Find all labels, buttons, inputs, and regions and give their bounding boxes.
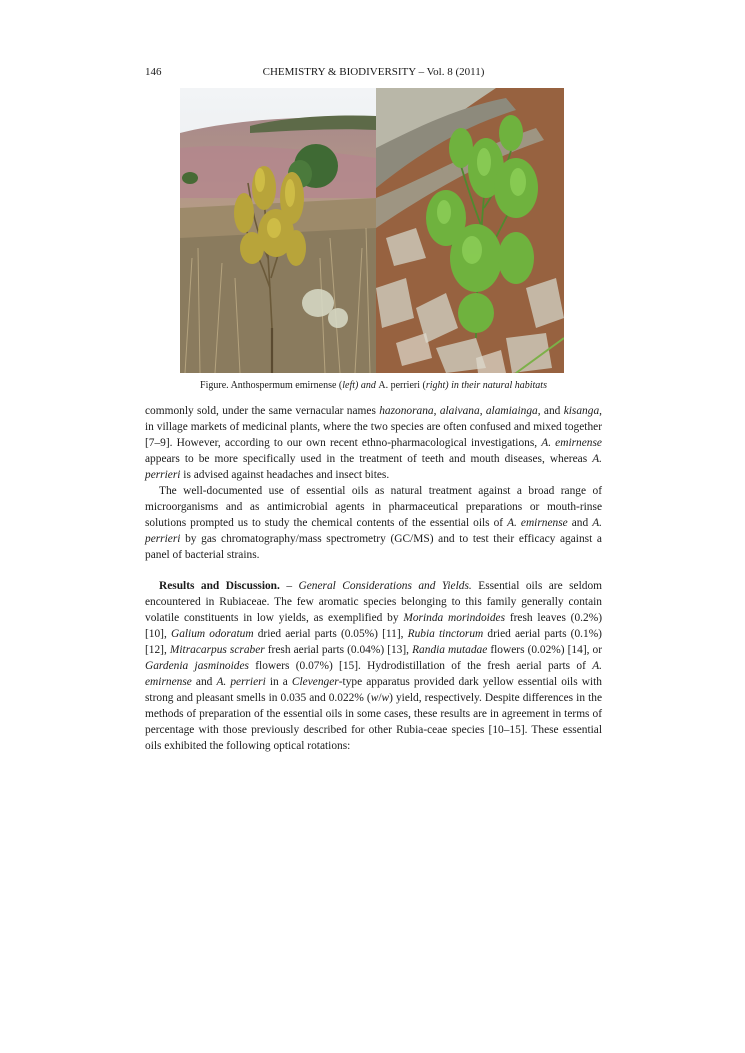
page-number: 146 <box>145 66 162 78</box>
photo-anthospermum-perrieri <box>376 88 564 373</box>
caption-text-italic: ) and <box>355 380 379 391</box>
caption-text: A. perrieri ( <box>378 380 426 391</box>
figure-photos <box>180 88 564 373</box>
figure-caption <box>145 380 602 392</box>
caption-text: Figure. Anthospermum emirnense ( <box>200 380 343 391</box>
paragraph-results-discussion: Results and Discussion. – General Considerations and Yields. Essential oils are seldom encountered in Rubiaceae. The few aromatic species belonging to this family generally contain volatile constituents in low yields, as exemplified by Morinda morindoides fresh leaves (0.2%) [10], Galium odoratum dried aerial parts (0.05%) [11], Rubia tinctorum dried aerial parts (0.1%) [12], Mitracarpus scraber fresh aerial parts (0.04%) [13], Randia mutadae flowers (0.02%) [14], or Gardenia jasminoides flowers (0.07%) [15]. Hydrodistillation of the fresh aerial parts of A. emirnense and A. perrieri in a Clevenger-type apparatus provided dark yellow essential oils with strong and pleasant smells in 0.035 and 0.022% (w/w) yield, respectively. Despite differences in the methods of preparation of the essential oils in some cases, these results are in agreement in terms of percentage with those previously described for other Rubia-ceae species [10–15]. These essential oils exhibited the following optical rotations: <box>145 580 603 752</box>
caption-right-italic: right <box>425 380 446 391</box>
habitat-photo-left-image <box>180 88 376 373</box>
running-header <box>145 66 602 80</box>
caption-left-italic: left <box>342 380 356 391</box>
subsection-heading: General Considerations and Yields. <box>298 580 472 592</box>
photo-anthospermum-emirnense <box>180 88 376 373</box>
habitat-photo-right-image <box>376 88 564 373</box>
section-heading: Results and Discussion. <box>159 580 280 592</box>
article-body <box>145 403 602 754</box>
paragraph-essential-oils-use: The well-documented use of essential oils as natural treatment against a broad range of microorganisms and as antimicrobial agents in pharmaceutical preparations or mouth-rinse solutions prompted us to study the chemical contents of the essential oils of A. emirnense and A. perrieri by gas chromatography/mass spectrometry (GC/MS) and to test their efficacy against a panel of bacterial strains. <box>145 485 602 561</box>
caption-text-italic: ) in their natural habitats <box>445 380 547 391</box>
paragraph-vernacular-names: commonly sold, under the same vernacular names hazonorana, alaivana, alamiainga, and kisanga, in village markets of medicinal plants, where the two species are often confused and mixed together [7–9]. However, according to our own recent ethno-pharmacological investigations, A. emirnense appears to be more specifically used in the treatment of teeth and mouth diseases, whereas A. perrieri is advised against headaches and insect bites. <box>145 405 602 481</box>
journal-title: CHEMISTRY & BIODIVERSITY – Vol. 8 (2011) <box>262 66 485 78</box>
